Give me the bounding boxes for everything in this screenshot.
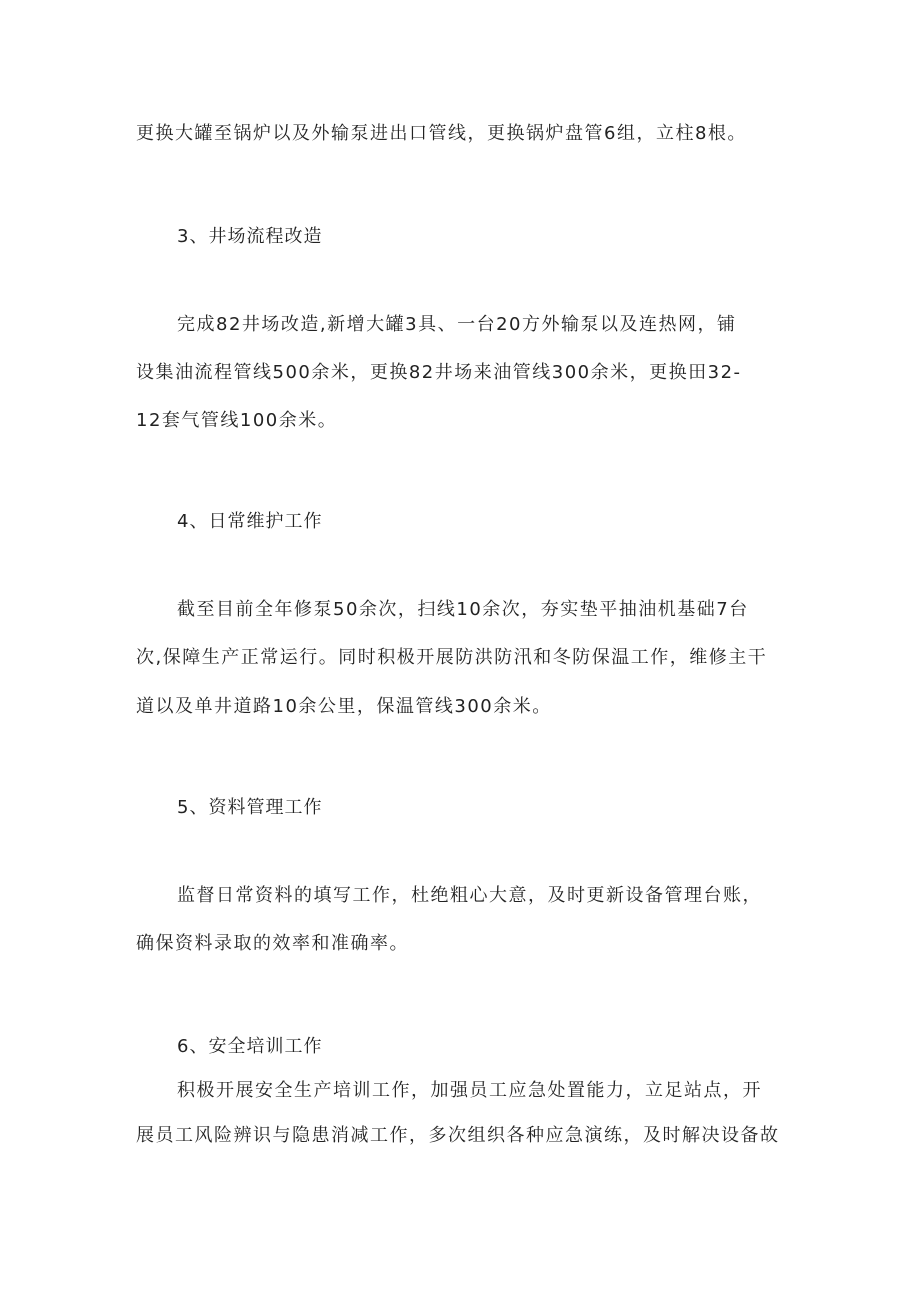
paragraph-line: 更换大罐至锅炉以及外输泵进出口管线，更换锅炉盘管6组，立柱8根。 [136, 123, 747, 144]
paragraph-line: 12套气管线100余米。 [136, 410, 338, 431]
section-heading-4: 4、日常维护工作 [177, 511, 323, 532]
paragraph-line: 截至目前全年修泵50余次，扫线10余次，夯实垫平抽油机基础7台 [177, 599, 749, 620]
section-heading-6: 6、安全培训工作 [177, 1036, 323, 1057]
section-heading-5: 5、资料管理工作 [177, 797, 323, 818]
paragraph-line: 展员工风险辨识与隐患消减工作，多次组织各种应急演练，及时解决设备故 [136, 1125, 780, 1146]
paragraph-line: 积极开展安全生产培训工作，加强员工应急处置能力，立足站点，开 [177, 1080, 762, 1101]
section-heading-3: 3、井场流程改造 [177, 226, 323, 247]
paragraph-line: 确保资料录取的效率和准确率。 [136, 933, 409, 954]
paragraph-line: 设集油流程管线500余米，更换82井场来油管线300余米，更换田32- [136, 362, 742, 383]
paragraph-line: 监督日常资料的填写工作，杜绝粗心大意，及时更新设备管理台账， [177, 885, 762, 906]
paragraph-line: 次,保障生产正常运行。同时积极开展防洪防汛和冬防保温工作，维修主干 [136, 647, 768, 668]
paragraph-line: 道以及单井道路10余公里，保温管线300余米。 [136, 696, 552, 717]
paragraph-line: 完成82井场改造,新增大罐3具、一台20方外输泵以及连热网，铺 [177, 314, 737, 335]
